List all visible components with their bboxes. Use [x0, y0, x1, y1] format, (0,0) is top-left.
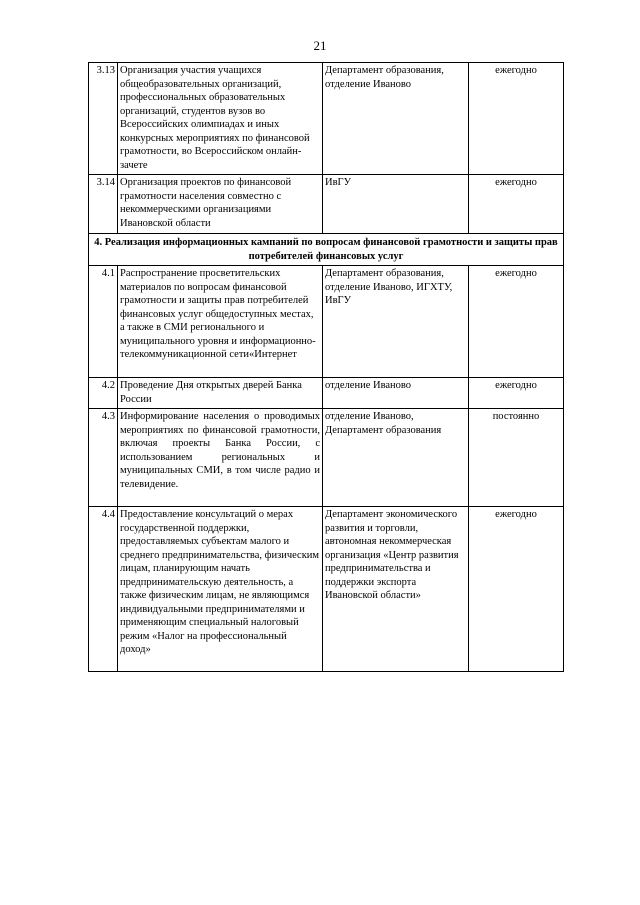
period: ежегодно — [469, 378, 564, 409]
period: ежегодно — [469, 175, 564, 234]
row-number: 4.4 — [89, 507, 118, 672]
table-row — [89, 266, 564, 378]
plan-table — [88, 62, 564, 672]
section-heading-row — [89, 234, 564, 266]
responsible-party: отделение Иваново, Департамент образования — [323, 409, 469, 507]
measure-description: Информирование населения о проводимых мероприятиях по финансовой грамотности, включая проекты Банка России, с использованием региональных и муниципальных СМИ, в том числе радио и телевидение. — [118, 409, 323, 507]
measure-description: Организация проектов по финансовой грамотности населения совместно с некоммерческими организациями Ивановской области — [118, 175, 323, 234]
measure-description: Распространение просветительских материалов по вопросам финансовой грамотности и защиты прав потребителей финансовых услуг общедоступных местах, а также в СМИ регионального и муниципального уровня и информационно-телекоммуникационной сети«Интернет — [118, 266, 323, 378]
period: ежегодно — [469, 507, 564, 672]
section-heading: 4. Реализация информационных кампаний по вопросам финансовой грамотности и защиты прав потребителей финансовых услуг — [89, 234, 564, 266]
table-row — [89, 378, 564, 409]
table-row — [89, 63, 564, 175]
page-number: 21 — [313, 38, 327, 53]
responsible-party: ИвГУ — [323, 175, 469, 234]
measure-description: Проведение Дня открытых дверей Банка России — [118, 378, 323, 409]
row-number: 3.14 — [89, 175, 118, 234]
responsible-party: отделение Иваново — [323, 378, 469, 409]
responsible-party: Департамент экономического развития и торговли, автономная некоммерческая организация «Центр развития предпринимательства и поддержки экспорта Ивановской области» — [323, 507, 469, 672]
period: ежегодно — [469, 266, 564, 378]
measure-description: Предоставление консультаций о мерах государственной поддержки, предоставляемых субъектам малого и среднего предпринимательства, физическим лицам, планирующим начать предпринимательскую деятельность, а также физическим лицам, не являющимся индивидуальными предпринимателями и применяющим специальный налоговый режим «Налог на профессиональный доход» — [118, 507, 323, 672]
row-number: 3.13 — [89, 63, 118, 175]
table-row — [89, 507, 564, 672]
measure-description: Организация участия учащихся общеобразовательных организаций, профессиональных образовательных организаций, студентов вузов во Всероссийских олимпиадах и иных конкурсных мероприятиях по финансовой грамотности, во Всероссийском онлайн-зачете — [118, 63, 323, 175]
responsible-party: Департамент образования, отделение Иваново — [323, 63, 469, 175]
table-row — [89, 409, 564, 507]
row-number: 4.2 — [89, 378, 118, 409]
row-number: 4.1 — [89, 266, 118, 378]
period: постоянно — [469, 409, 564, 507]
table-row — [89, 175, 564, 234]
responsible-party: Департамент образования, отделение Иваново, ИГХТУ, ИвГУ — [323, 266, 469, 378]
period: ежегодно — [469, 63, 564, 175]
row-number: 4.3 — [89, 409, 118, 507]
